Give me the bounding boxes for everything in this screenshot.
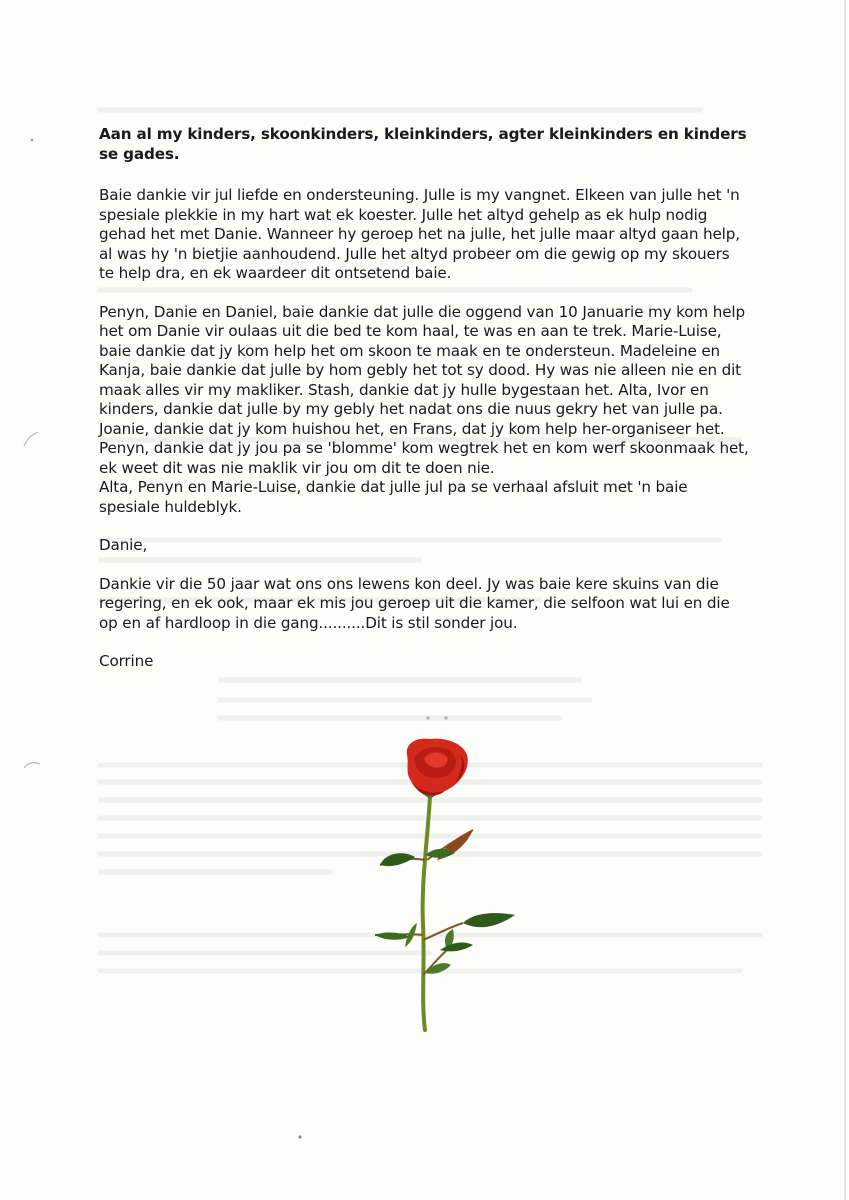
paragraph-acknowledgements [99, 303, 749, 518]
acknowledgements-line: Penyn, Danie en Daniel, baie dankie dat julle die oggend van 10 Januarie my kom help het om Danie vir oulaas uit die bed te kom haal, te was en aan te trek. Marie-Luise, baie dankie dat jy kom help het om skoon te maak en te ondersteun. Madeleine en Kanja, baie dankie dat julle by hom gebly het tot sy dood. Hy was nie alleen nie en dit maak alles vir my makliker. Stash, dankie dat jy hulle bygestaan het. Alta, Ivor en kinders, dankie dat julle by my gebly het nadat ons die nuus gekry het van julle pa. Joanie, dankie dat jy kom huishou het, en Frans, dat jy kom help her-organiseer het. [99, 302, 745, 438]
red-rose-icon [355, 735, 525, 1035]
salutation: Danie, [99, 536, 148, 554]
paragraph-thanks: Baie dankie vir jul liefde en ondersteuning. Julle is my vangnet. Elkeen van julle het 'n spesiale plekkie in my hart wat ek koester. Julle het altyd gehelp as ek hulp nodig gehad het met Danie. Wanneer hy geroep het na julle, het julle maar altyd gaan help, al was hy 'n bietjie aanhoudend. Julle het altyd probeer om die gewig op my skouers te help dra, en ek waardeer dit ontsetend baie. [99, 186, 740, 282]
acknowledgements-line: Penyn, dankie dat jy jou pa se 'blomme' kom wegtrek het en kom werf skoonmaak het, ek weet dit was nie maklik vir jou om dit te doen nie. [99, 439, 749, 477]
signature: Corrine [99, 652, 154, 670]
paragraph-to-danie: Dankie vir die 50 jaar wat ons ons lewens kon deel. Jy was baie kere skuins van die regering, en ek ook, maar ek mis jou geroep uit die kamer, die selfoon wat lui en die op en af hardloop in die gang..........Dit is stil sonder jou. [99, 574, 730, 632]
acknowledgements-line: Alta, Penyn en Marie-Luise, dankie dat julle jul pa se verhaal afsluit met 'n baie spesiale huldeblyk. [99, 478, 688, 516]
letter-heading: Aan al my kinders, skoonkinders, kleinkinders, agter kleinkinders en kinders se gades. [99, 125, 747, 163]
letter-body [99, 124, 749, 691]
